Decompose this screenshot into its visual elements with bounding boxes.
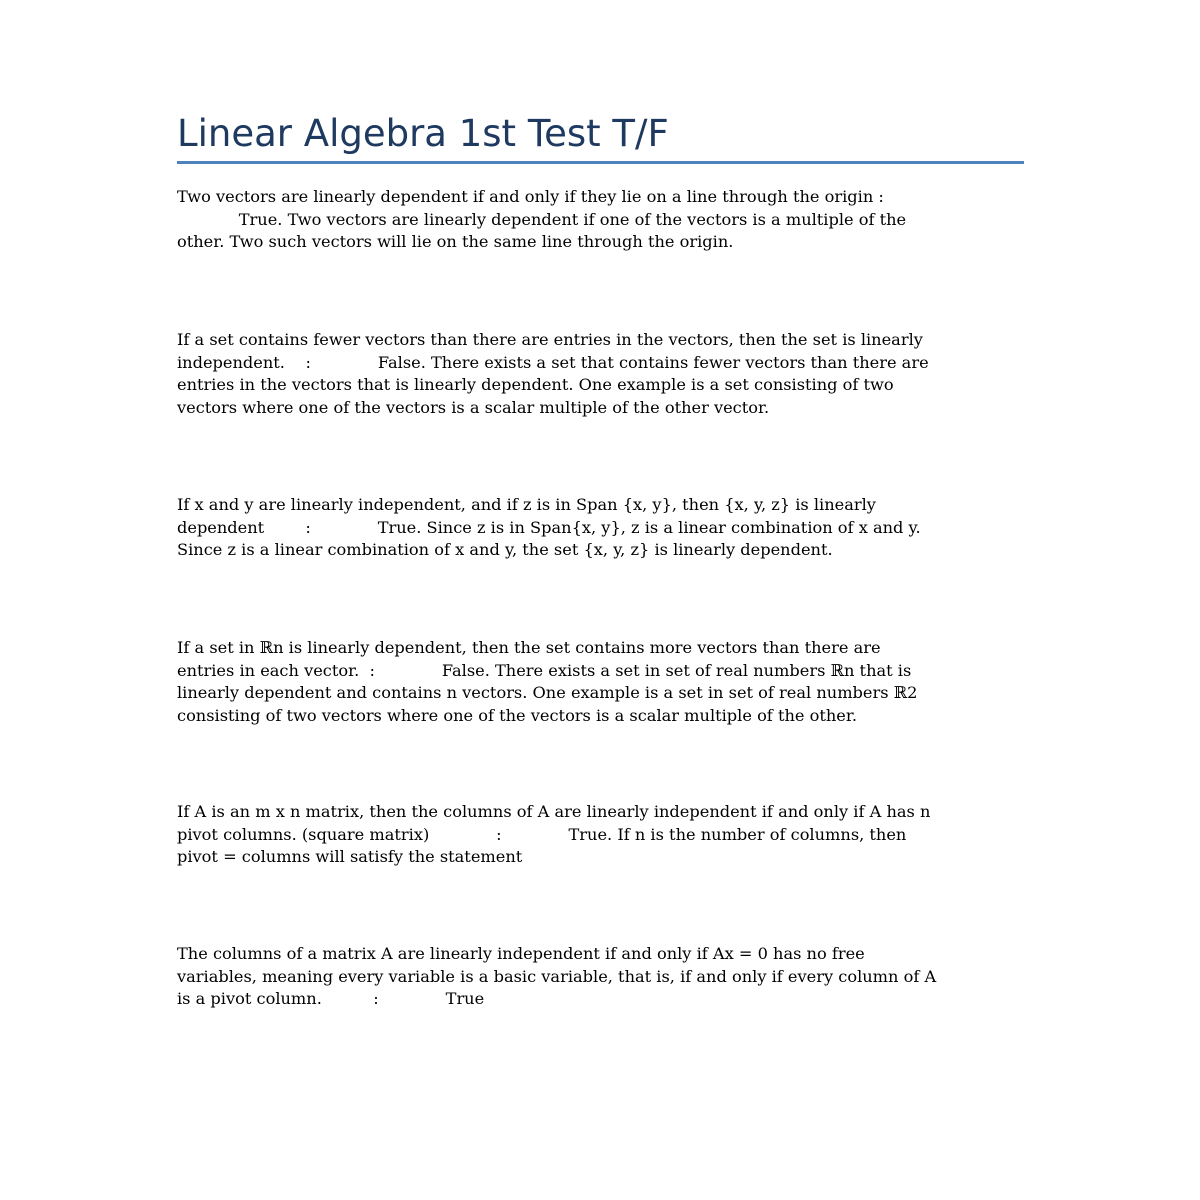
answer-line: pivot columns. (square matrix) : True. If n is the number of columns, then: [177, 824, 907, 844]
question-line: If a set in ℝn is linearly dependent, then the set contains more vectors than there are: [177, 638, 881, 657]
answer-line: Since z is a linear combination of x and y, the set {x, y, z} is linearly dependent.: [177, 540, 833, 559]
answer-line: variables, meaning every variable is a basic variable, that is, if and only if every column of A: [177, 966, 937, 986]
answer-line: True. Two vectors are linearly dependent if one of the vectors is a multiple of the: [177, 209, 907, 229]
question-line: If A is an m x n matrix, then the columns of A are linearly independent if and only if A has n: [177, 802, 931, 821]
question-block: [177, 801, 1027, 869]
answer-line: is a pivot column. : True: [177, 989, 485, 1008]
question-line: Two vectors are linearly dependent if and only if they lie on a line through the origin :: [177, 187, 884, 206]
question-block: [177, 943, 1027, 1011]
question-block: [177, 637, 1027, 727]
title-underline: [177, 161, 1024, 164]
question-line: If x and y are linearly independent, and if z is in Span {x, y}, then {x, y, z} is linearly: [177, 495, 876, 514]
answer-line: entries in the vectors that is linearly dependent. One example is a set consisting of two: [177, 375, 894, 394]
answer-line: other. Two such vectors will lie on the same line through the origin.: [177, 232, 734, 251]
page-title: Linear Algebra 1st Test T/F: [177, 112, 669, 155]
answer-line: vectors where one of the vectors is a scalar multiple of the other vector.: [177, 397, 770, 417]
question-block: [177, 329, 1027, 419]
question-block: [177, 494, 1027, 562]
answer-line: consisting of two vectors where one of the vectors is a scalar multiple of the other.: [177, 705, 857, 725]
answer-line: linearly dependent and contains n vectors. One example is a set in set of real numbers ℝ2: [177, 683, 918, 702]
answer-line: dependent : True. Since z is in Span{x, y}, z is a linear combination of x and y.: [177, 517, 921, 537]
question-line: If a set contains fewer vectors than there are entries in the vectors, then the set is linearly: [177, 330, 923, 349]
answer-line: pivot = columns will satisfy the statement: [177, 847, 523, 866]
question-line: The columns of a matrix A are linearly independent if and only if Ax = 0 has no free: [177, 944, 865, 963]
answer-line: independent. : False. There exists a set that contains fewer vectors than there are: [177, 352, 929, 372]
answer-line: entries in each vector. : False. There exists a set in set of real numbers ℝn that is: [177, 660, 912, 680]
question-block: [177, 186, 1027, 254]
